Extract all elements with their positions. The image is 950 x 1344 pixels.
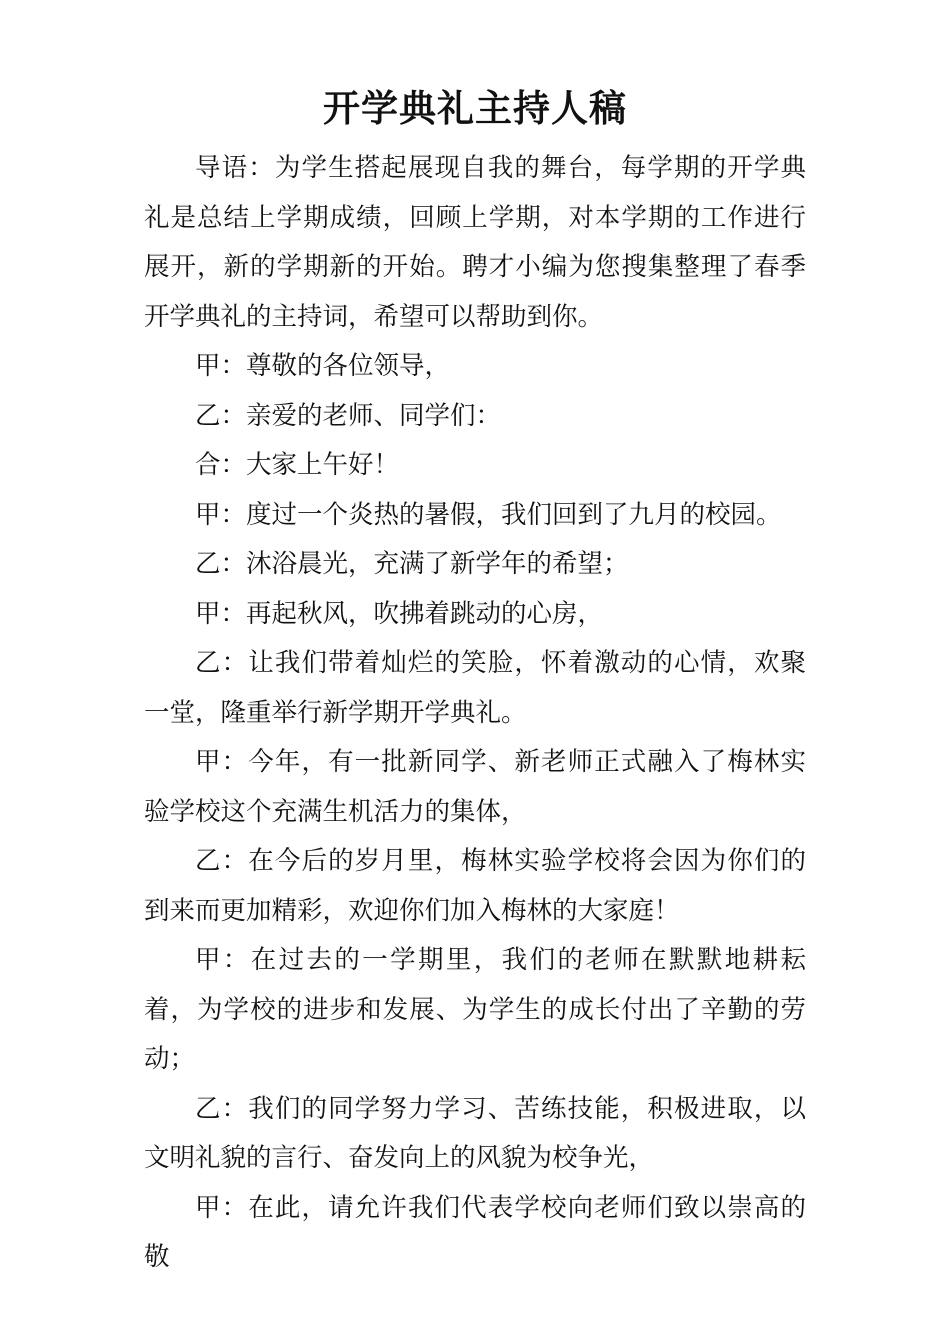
paragraph-line: 乙：沐浴晨光，充满了新学年的希望； [195, 549, 629, 579]
paragraph-line: 甲：再起秋风，吹拂着跳动的心房， [195, 598, 604, 629]
paragraph-line: 乙：亲爱的老师、同学们： [195, 400, 502, 431]
paragraph-line: 甲：在过去的一学期里，我们的老师在默默地耕耘着，为学校的进步和发展、为学生的成长付出了辛勤的劳动； [144, 945, 806, 1074]
paragraph-line: 甲：今年，有一批新同学、新老师正式融入了梅林实验学校这个充满生机活力的集体， [144, 747, 806, 827]
paragraph-line: 乙：在今后的岁月里，梅林实验学校将会因为你们的到来而更加精彩，欢迎你们加入梅林的大家庭！ [144, 846, 806, 926]
paragraph-line: 甲：度过一个炎热的暑假，我们回到了九月的校园。 [195, 499, 782, 530]
paragraph-line: 合：大家上午好！ [195, 450, 400, 480]
document-title: 开学典礼主持人稿 [323, 86, 627, 130]
paragraph-line: 乙：让我们带着灿烂的笑脸，怀着激动的心情，欢聚一堂，隆重举行新学期开学典礼。 [144, 648, 806, 728]
paragraph-line: 甲：在此，请允许我们代表学校向老师们致以崇高的敬 [144, 1192, 806, 1272]
paragraph-line: 甲：尊敬的各位领导， [195, 351, 451, 381]
paragraph-intro: 导语：为学生搭起展现自我的舞台，每学期的开学典礼是总结上学期成绩，回顾上学期，对本学期的工作进行展开，新的学期新的开始。聘才小编为您搜集整理了春季开学典礼的主持词，希望可以帮助到你。 [144, 153, 806, 332]
document-body [144, 144, 806, 1283]
paragraph-line: 乙：我们的同学努力学习、苦练技能，积极进取，以文明礼貌的言行、奋发向上的风貌为校争光， [144, 1093, 806, 1173]
